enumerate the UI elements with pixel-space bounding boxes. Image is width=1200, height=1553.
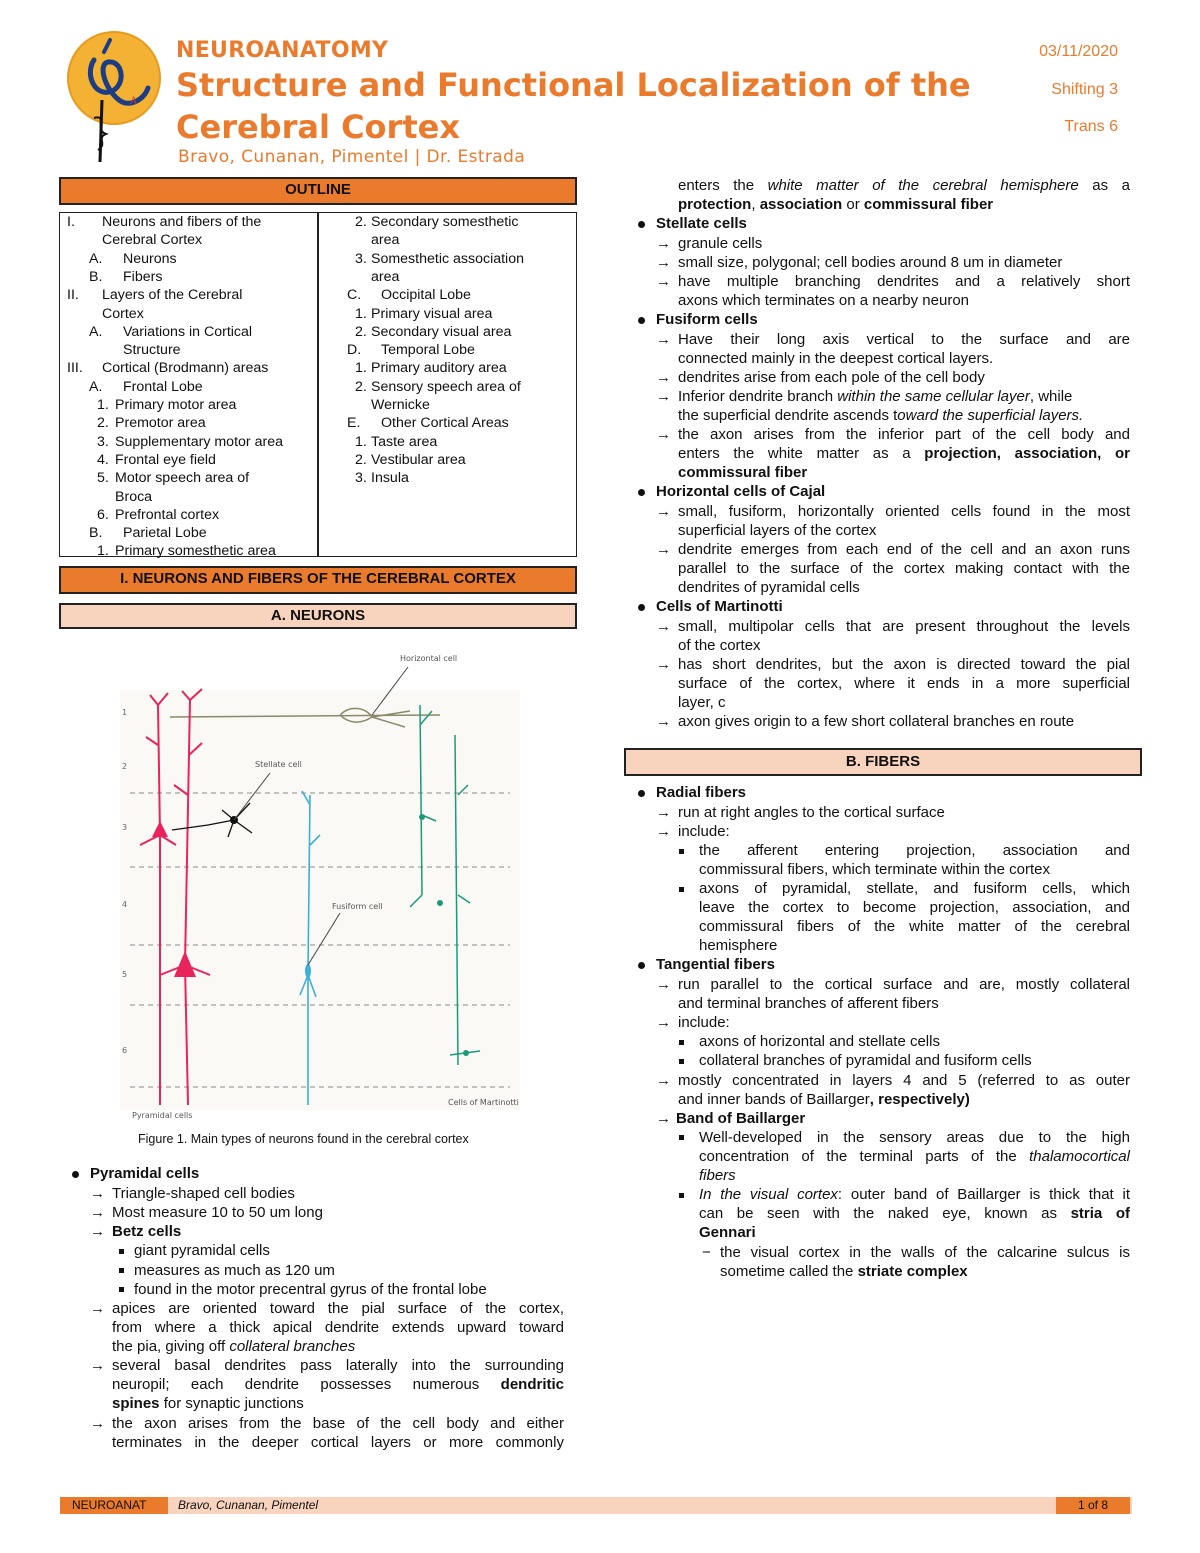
fus-line-5: the superficial dendrite ascends toward the superficial layers. — [678, 407, 1084, 424]
arrow-icon: → — [656, 1014, 671, 1031]
outline-item-number: 2. — [355, 451, 367, 468]
stel-point-3: have multiple branching dendrites and a relatively short — [678, 273, 1130, 290]
outline-item-number: 2. — [355, 214, 367, 230]
stellate-cells-heading: Stellate cells — [656, 215, 747, 232]
arrow-icon: → — [90, 1357, 105, 1374]
outline-item-number: 1. — [355, 305, 367, 322]
arrow-icon: → — [656, 618, 671, 635]
arrow-icon: → — [656, 713, 671, 730]
dash-bullet: − — [702, 1244, 711, 1261]
outline-item-text: Neurons and fibers of the — [102, 214, 262, 230]
outline-item-text: Primary somesthetic area — [115, 543, 276, 560]
rad-line-3: the afferent entering projection, association and — [699, 842, 1130, 859]
outline-item-text: Cerebral Cortex — [102, 232, 203, 249]
tan-line-7: and inner bands of Baillarger, respectively) — [678, 1091, 970, 1108]
outline-item-number: 6. — [97, 506, 109, 523]
outline-item-text: Variations in Cortical — [123, 323, 253, 340]
outline-divider — [317, 212, 319, 557]
horizontal-cell-label: Horizontal cell — [400, 654, 458, 663]
pyramidal-cells-label: Pyramidal cells — [132, 1111, 193, 1120]
square-bullet — [679, 849, 684, 854]
pyr-point-2: Most measure 10 to 50 um long — [112, 1204, 323, 1221]
outline-item-number: C. — [347, 287, 362, 304]
fus-line-7: enters the white matter as a projection, association, or — [678, 445, 1130, 462]
outline-item-number: 3. — [355, 470, 367, 487]
fus-line-4: Inferior dendrite branch within the same cellular layer, while — [678, 388, 1073, 405]
outline-item-text: area — [371, 232, 400, 249]
outline-item-text: Taste area — [371, 433, 438, 450]
caj-line-4: parallel to the surface of the cortex making contact with the — [678, 560, 1130, 577]
mar-line-4: surface of the cortex, where it ends in a more superficial — [678, 675, 1130, 692]
caj-line-1: small, fusiform, horizontally oriented cells found in the most — [678, 503, 1130, 520]
outline-item-number: 2. — [355, 323, 367, 340]
fus-line-6: the axon arises from the inferior part of the cell body and — [678, 426, 1130, 443]
arrow-icon: → — [656, 331, 671, 348]
axon-line-2: terminates in the deeper cortical layers or more commonly — [112, 1434, 564, 1451]
cajal-cells-heading: Horizontal cells of Cajal — [656, 483, 826, 500]
arrow-icon: → — [656, 254, 671, 271]
outline-item-text: Primary auditory area — [371, 360, 507, 377]
bail-line-6: Gennari — [699, 1224, 756, 1241]
rad-line-8: hemisphere — [699, 937, 778, 954]
apices-line-1: apices are oriented toward the pial surface of the cortex, — [112, 1300, 564, 1317]
arrow-icon: → — [656, 426, 671, 443]
bail-line-3: fibers — [699, 1167, 736, 1184]
betz-point-3: found in the motor precentral gyrus of the frontal lobe — [134, 1281, 487, 1298]
layer-6-label: 6 — [122, 1046, 128, 1055]
mar-line-2: of the cortex — [678, 637, 761, 654]
fus-line-8: commissural fiber — [678, 464, 808, 481]
outline-item-number: 3. — [355, 250, 367, 267]
bail-line-1: Well-developed in the sensory areas due to the high — [699, 1129, 1130, 1146]
outline-item-number: 1. — [355, 433, 367, 450]
bullet-dot — [638, 489, 645, 496]
outline-item-text: Neurons — [123, 250, 177, 267]
outline-item-number: A. — [89, 250, 103, 267]
basal-line-3: spines for synaptic junctions — [112, 1395, 304, 1412]
cont-line-1: enters the white matter of the cerebral hemisphere as a — [678, 177, 1130, 194]
pyr-point-1: Triangle-shaped cell bodies — [112, 1185, 295, 1202]
authors-line: Bravo, Cunanan, Pimentel | Dr. Estrada — [178, 147, 526, 167]
rad-line-6: leave the cortex to become projection, association, and — [699, 899, 1130, 916]
outline-item-text: Premotor area — [115, 415, 206, 432]
bail-line-2: concentration of the terminal parts of the thalamocortical — [699, 1148, 1130, 1165]
square-bullet — [679, 1193, 684, 1198]
layer-4-label: 4 — [122, 900, 128, 909]
university-logo — [64, 30, 164, 165]
mar-line-1: small, multipolar cells that are present throughout the levels — [678, 618, 1130, 635]
arrow-icon: → — [90, 1185, 105, 1202]
martinotti-cells-label: Cells of Martinotti — [448, 1098, 519, 1107]
outline-item-text: Frontal Lobe — [123, 378, 203, 395]
bullet-dot — [72, 1171, 79, 1178]
bullet-dot — [638, 317, 645, 324]
outline-item-number: D. — [347, 342, 362, 359]
trans-label: Trans 6 — [1064, 118, 1118, 135]
arrow-icon: → — [656, 235, 671, 252]
apices-line-3: the pia, giving off collateral branches — [112, 1338, 356, 1355]
mar-line-5: layer, c — [678, 694, 726, 711]
outline-item-text: Cortical (Brodmann) areas — [102, 360, 269, 377]
footer-authors: Bravo, Cunanan, Pimentel — [178, 1498, 319, 1512]
betz-point-2: measures as much as 120 um — [134, 1262, 335, 1279]
bullet-dot — [638, 790, 645, 797]
square-bullet — [679, 1040, 684, 1045]
arrow-icon: → — [90, 1300, 105, 1317]
caj-line-3: dendrite emerges from each end of the cell and an axon runs — [678, 541, 1130, 558]
arrow-icon: → — [90, 1204, 105, 1221]
arrow-icon: → — [656, 976, 671, 993]
tangential-fibers-heading: Tangential fibers — [656, 956, 775, 973]
arrow-icon: → — [90, 1415, 105, 1432]
fus-line-2: connected mainly in the deepest cortical layers. — [678, 350, 994, 367]
layer-1-label: 1 — [122, 708, 128, 717]
outline-item-text: Primary visual area — [371, 305, 493, 322]
basal-line-2: neuropil; each dendrite possesses numerous dendritic — [112, 1376, 564, 1393]
outline-heading: OUTLINE — [59, 177, 577, 205]
bail-line-4: In the visual cortex: outer band of Baillarger is thick that it — [699, 1186, 1130, 1203]
arrow-icon: → — [656, 823, 671, 840]
layer-2-label: 2 — [122, 762, 128, 771]
tan-line-2: and terminal branches of afferent fibers — [678, 995, 939, 1012]
outline-item-number: 3. — [97, 433, 109, 450]
outline-item-text: Frontal eye field — [115, 451, 216, 468]
arrow-icon: → — [656, 369, 671, 386]
outline-item-text: Occipital Lobe — [381, 287, 471, 304]
tan-line-1: run parallel to the cortical surface and are, mostly collateral — [678, 976, 1130, 993]
outline-item-number: III. — [67, 360, 83, 377]
outline-item-number: A. — [89, 378, 103, 395]
title-line-1: Structure and Functional Localization of the — [176, 66, 971, 104]
arrow-icon: → — [656, 1110, 671, 1127]
arrow-icon: → — [656, 273, 671, 290]
stel-point-4: axons which terminates on a nearby neuron — [678, 292, 970, 309]
outline-item-number: 1. — [97, 543, 109, 560]
page-title — [176, 64, 996, 148]
rad-line-2: include: — [678, 823, 730, 840]
outline-item-text: Motor speech area of — [115, 470, 250, 487]
martinotti-cells-heading: Cells of Martinotti — [656, 598, 783, 615]
caj-line-5: dendrites of pyramidal cells — [678, 579, 860, 596]
betz-point-1: giant pyramidal cells — [134, 1242, 270, 1259]
bail-line-7: the visual cortex in the walls of the calcarine sulcus is — [720, 1244, 1130, 1261]
mar-line-6: axon gives origin to a few short collateral branches en route — [678, 713, 1075, 730]
outline-item-text: Fibers — [123, 268, 163, 285]
outline-item-number: II. — [67, 287, 79, 304]
rad-line-7: commissural fibers of the white matter of the cerebral — [699, 918, 1130, 935]
tan-line-6: mostly concentrated in layers 4 and 5 (referred to as outer — [678, 1072, 1130, 1089]
outline-item-text: Broca — [115, 488, 153, 505]
outline-item-number: 4. — [97, 451, 109, 468]
arrow-icon: → — [656, 541, 671, 558]
square-bullet — [679, 1135, 684, 1140]
outline-item-text: Cortex — [102, 305, 144, 322]
outline-item-text: Secondary somesthetic — [371, 214, 519, 230]
betz-cells-heading: Betz cells — [112, 1223, 182, 1240]
outline-item-number: E. — [347, 415, 361, 432]
baillarger-heading: Band of Baillarger — [676, 1110, 806, 1127]
arrow-icon: → — [656, 656, 671, 673]
square-bullet — [679, 887, 684, 892]
outline-item-text: Primary motor area — [115, 397, 237, 413]
arrow-icon: → — [656, 1072, 671, 1089]
figure-caption: Figure 1. Main types of neurons found in the cerebral cortex — [138, 1132, 469, 1146]
outline-item-number: I. — [67, 214, 75, 230]
outline-item-text: Somesthetic association — [371, 250, 524, 267]
outline-item-text: Prefrontal cortex — [115, 506, 220, 523]
square-bullet — [119, 1287, 124, 1292]
rad-line-1: run at right angles to the cortical surface — [678, 804, 945, 821]
shifting-label: Shifting 3 — [1051, 81, 1118, 98]
outline-item-number: 2. — [97, 415, 109, 432]
svg-text:A: A — [130, 96, 138, 107]
bullet-dot — [638, 962, 645, 969]
outline-item-text: Sensory speech area of — [371, 378, 521, 395]
fus-line-1: Have their long axis vertical to the surface and are — [678, 331, 1130, 348]
arrow-icon: → — [656, 388, 671, 405]
outline-item-text: Supplementary motor area — [115, 433, 283, 450]
apices-line-2: from where a thick apical dendrite extends upward toward — [112, 1319, 564, 1336]
outline-item-number: 5. — [97, 470, 109, 487]
outline-item-text: Vestibular area — [371, 451, 466, 468]
square-bullet — [679, 1059, 684, 1064]
section-neurons-fibers-heading: I. NEURONS AND FIBERS OF THE CEREBRAL CORTEX — [59, 566, 577, 594]
layer-5-label: 5 — [122, 970, 128, 979]
stellate-cell-label: Stellate cell — [255, 760, 302, 769]
arrow-icon: → — [656, 503, 671, 520]
page-number: 1 of 8 — [1056, 1497, 1130, 1514]
outline-item-number: 1. — [355, 360, 367, 377]
rad-line-5: axons of pyramidal, stellate, and fusiform cells, which — [699, 880, 1130, 897]
radial-fibers-heading: Radial fibers — [656, 784, 747, 801]
outline-item-text: area — [371, 268, 400, 285]
arrow-icon: → — [656, 804, 671, 821]
fus-line-3: dendrites arise from each pole of the cell body — [678, 369, 985, 386]
outline-item-number: 1. — [97, 397, 109, 413]
mar-line-3: has short dendrites, but the axon is directed toward the pial — [678, 656, 1130, 673]
square-bullet — [119, 1268, 124, 1273]
outline-item-text: Structure — [123, 342, 181, 359]
outline-item-number: B. — [89, 268, 103, 285]
fusiform-cell-label: Fusiform cell — [332, 902, 383, 911]
outline-item-number: 2. — [355, 378, 367, 395]
outline-item-text: Secondary visual area — [371, 323, 512, 340]
tan-line-3: include: — [678, 1014, 730, 1031]
stel-point-1: granule cells — [678, 235, 763, 252]
pyramidal-cells-heading: Pyramidal cells — [90, 1165, 200, 1182]
outline-item-number: B. — [89, 525, 103, 542]
bullet-dot — [638, 604, 645, 611]
title-line-2: Cerebral Cortex — [176, 108, 460, 146]
fusiform-cells-heading: Fusiform cells — [656, 311, 758, 328]
subject-title: NEUROANATOMY — [176, 38, 389, 63]
outline-item-text: Other Cortical Areas — [381, 415, 509, 432]
caj-line-2: superficial layers of the cortex — [678, 522, 877, 539]
cont-line-2: protection, association or commissural fiber — [678, 196, 994, 213]
bullet-dot — [638, 221, 645, 228]
tan-line-4: axons of horizontal and stellate cells — [699, 1033, 940, 1050]
layer-3-label: 3 — [122, 823, 128, 832]
outline-item-text: Temporal Lobe — [381, 342, 475, 359]
bail-line-8: sometime called the striate complex — [720, 1263, 968, 1280]
outline-item-number: A. — [89, 323, 103, 340]
outline-item-text: Wernicke — [371, 397, 430, 413]
basal-line-1: several basal dendrites pass laterally into the surrounding — [112, 1357, 564, 1374]
tan-line-5: collateral branches of pyramidal and fusiform cells — [699, 1052, 1032, 1069]
square-bullet — [119, 1249, 124, 1254]
date-label: 03/11/2020 — [1039, 43, 1118, 60]
outline-item-text: Insula — [371, 470, 409, 487]
rad-line-4: commissural fibers, which terminate within the cortex — [699, 861, 1050, 878]
stel-point-2: small size, polygonal; cell bodies around 8 um in diameter — [678, 254, 1063, 271]
arrow-icon: → — [90, 1223, 105, 1240]
section-neurons-heading: A. NEURONS — [59, 603, 577, 629]
section-fibers-heading: B. FIBERS — [624, 748, 1142, 776]
neuron-types-figure — [110, 645, 530, 1125]
bail-line-5: can be seen with the naked eye, known as stria of — [699, 1205, 1131, 1222]
axon-line-1: the axon arises from the base of the cell body and either — [112, 1415, 564, 1432]
outline-item-text: Layers of the Cerebral — [102, 287, 243, 304]
footer-subject-tag: NEUROANAT — [60, 1497, 168, 1514]
outline-item-text: Parietal Lobe — [123, 525, 207, 542]
